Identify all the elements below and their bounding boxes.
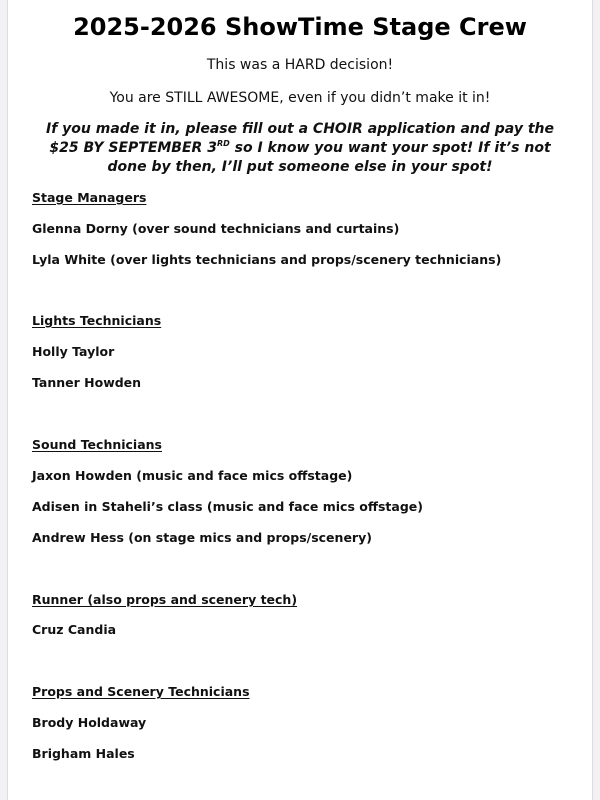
section-heading-runner: Runner (also props and scenery tech) bbox=[32, 592, 298, 607]
crew-member: Holly Taylor bbox=[32, 344, 115, 359]
crew-member: Andrew Hess (on stage mics and props/scenery) bbox=[32, 530, 372, 545]
crew-member: Cruz Candia bbox=[32, 622, 117, 637]
section-heading-sound: Sound Technicians bbox=[32, 437, 162, 452]
crew-member: Brigham Hales bbox=[32, 746, 135, 761]
section-heading-lights: Lights Technicians bbox=[32, 313, 162, 328]
crew-member: Lyla White (over lights technicians and props/scenery technicians) bbox=[32, 252, 502, 267]
crew-member: Brody Holdaway bbox=[32, 715, 147, 730]
notice-text-part1: If you made it in, please fill out a CHOIR application and pay the $25 BY SEPTEMBER 3 bbox=[46, 121, 554, 156]
crew-member: Jaxon Howden (music and face mics offstage) bbox=[32, 468, 353, 483]
page-title: 2025-2026 ShowTime Stage Crew bbox=[73, 13, 527, 41]
notice-text-part2: so I know you want your spot! If it’s not done by then, I’ll put someone else in your spot! bbox=[107, 140, 551, 175]
notice-superscript: RD bbox=[216, 139, 230, 148]
crew-member: Tanner Howden bbox=[32, 375, 142, 390]
document-page bbox=[7, 0, 593, 800]
crew-member: Glenna Dorny (over sound technicians and curtains) bbox=[32, 221, 400, 236]
application-notice bbox=[32, 120, 568, 177]
section-heading-stage-managers: Stage Managers bbox=[32, 190, 147, 205]
crew-member: Adisen in Staheli’s class (music and face mics offstage) bbox=[32, 499, 423, 514]
section-heading-props: Props and Scenery Technicians bbox=[32, 684, 250, 699]
intro-line-1: This was a HARD decision! bbox=[206, 57, 394, 73]
intro-line-2: You are STILL AWESOME, even if you didn’t make it in! bbox=[109, 90, 491, 106]
